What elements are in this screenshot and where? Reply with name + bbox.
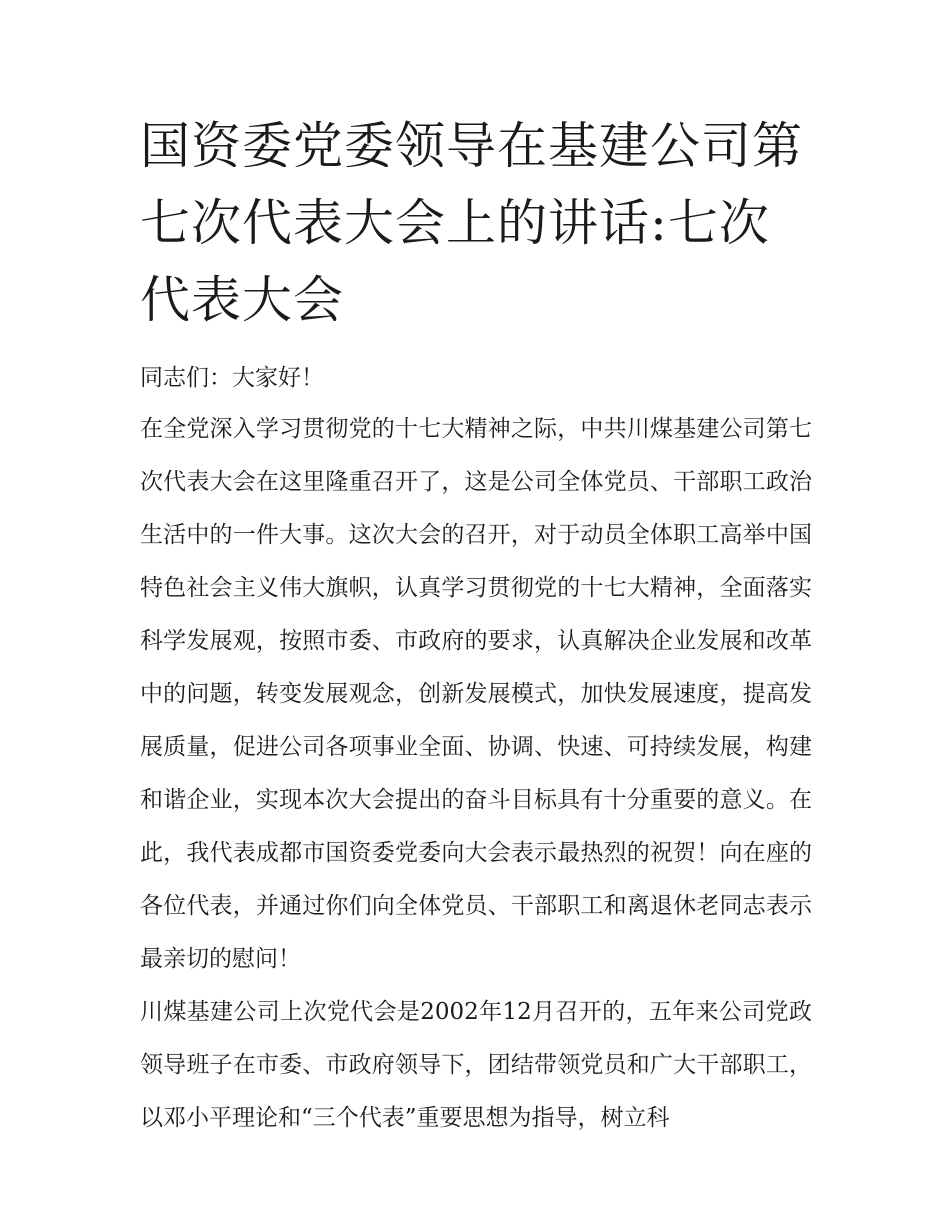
body-paragraph-1: 在全党深入学习贯彻党的十七大精神之际，中共川煤基建公司第七次代表大会在这里隆重召开了，这是公司全体党员、干部职工政治生活中的一件大事。这次大会的召开，对于动员全体职工高举中国特色社会主义伟大旗帜，认真学习贯彻党的十七大精神，全面落实科学发展观，按照市委、市政府的要求，认真解决企业发展和改革中的问题，转变发展观念，创新发展模式，加快发展速度，提高发展质量，促进公司各项事业全面、协调、快速、可持续发展，构建和谐企业，实现本次大会提出的奋斗目标具有十分重要的意义。在此，我代表成都市国资委党委向大会表示最热烈的祝贺！向在座的各位代表，并通过你们向全体党员、干部职工和离退休老同志表示最亲切的慰问！: [140, 416, 812, 972]
document-page: [140, 108, 812, 1145]
body-paragraph-2: 川煤基建公司上次党代会是2002年12月召开的，五年来公司党政领导班子在市委、市政府领导下，团结带领党员和广大干部职工，以邓小平理论和“三个代表”重要思想为指导，树立科: [140, 999, 812, 1131]
document-title: 国资委党委领导在基建公司第七次代表大会上的讲话:七次代表大会: [140, 117, 803, 329]
salutation: 同志们：大家好！: [140, 365, 324, 391]
